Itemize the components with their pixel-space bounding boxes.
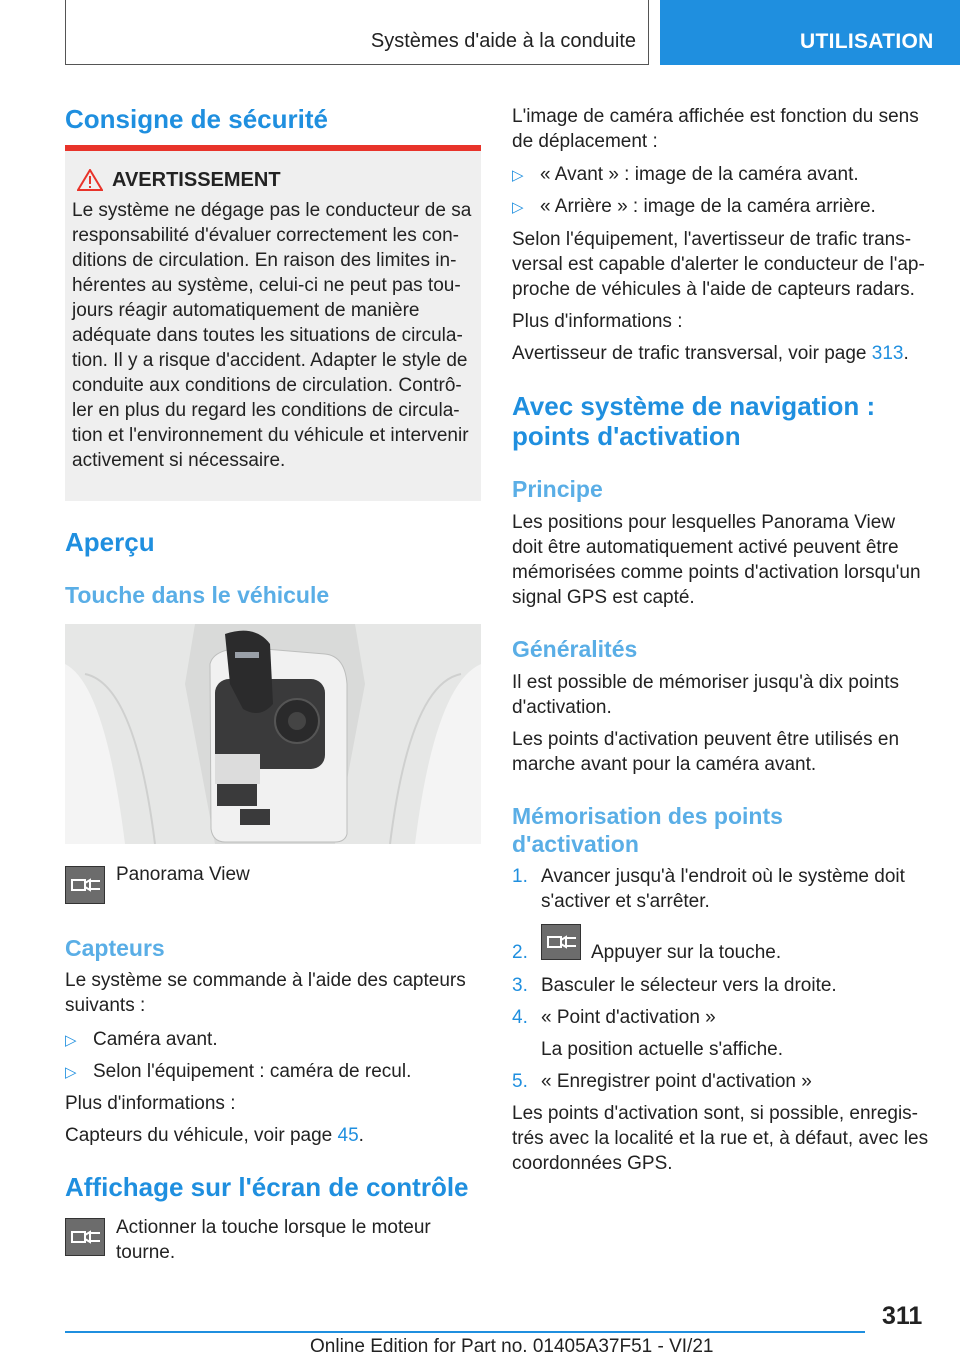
step-4-result: La position actuelle s'affiche. [541,1039,783,1060]
navigation-title: Avec système de navigation : points d'activation [512,391,876,451]
header-section-title: Systèmes d'aide à la conduite [370,30,636,52]
step-item: 4. « Point d'activation » [512,1007,716,1028]
step-item: 2. [512,942,528,963]
step-item: 1. Avancer jusqu'à l'endroit où le système doit s'activer et s'arrêter. [512,866,905,912]
panorama-view-button-icon [541,924,581,960]
header-section-box [65,0,649,65]
footer-divider [65,1331,865,1333]
step-2-text: Appuyer sur la touche. [591,942,782,963]
camera-intro: L'image de caméra affichée est fonction du sens de déplacement : [512,106,919,152]
display-title: Affichage sur l'écran de contrôle [65,1172,469,1202]
more-info-label: Plus d'informations : [65,1093,236,1114]
header-chapter-label: UTILISATION [800,30,934,53]
step-item: 5. « Enregistrer point d'activation » [512,1071,812,1092]
bullet-triangle-icon: ▷ [65,1064,77,1081]
overview-title: Aperçu [65,527,155,557]
footer-edition: Online Edition for Part no. 01405A37F51 - VI/21 [310,1336,714,1357]
header-chapter-tab[interactable] [660,0,960,65]
principle-text: Les positions pour lesquelles Panorama View doit être automatiquement activé peuvent être mémorisées comme points d'activation lorsqu'un signal GPS est capté. [512,512,921,608]
warning-triangle-icon [77,169,103,191]
sensors-reference: Capteurs du véhicule, voir page 45. [65,1125,364,1146]
warning-text: Le système ne dégage pas le conducteur de sa responsabilité d'évaluer correctement les con- ditions de circulation. En raison des limites in- hérentes au système, celui-ci ne peut pas tou- jours réagir automatiquement de manière adéquate dans toutes les situations de circula- tion. Il y a risque d'accident. Adapter le style de conduite aux conditions de circulation. Contrô- ler en plus du regard les conditions de circula- tion et l'environnement du véhicule et intervenir activement si nécessaire. [72,200,472,471]
page-number: 311 [882,1302,923,1330]
traffic-text: Selon l'équipement, l'avertisseur de trafic trans- versal est capable d'alerter le conducteur de l'ap- proche de véhicules à l'aide de capteurs radars. [512,229,925,300]
final-text: Les points d'activation sont, si possible, enregis- trés avec la localité et la rue et, à défaut, avec les coordonnées GPS. [512,1103,929,1174]
warning-box [65,151,481,501]
list-item: ▷ Caméra avant. [65,1027,218,1053]
bullet-triangle-icon: ▷ [512,199,524,216]
center-console-illustration [65,624,481,844]
general-title: Généralités [512,636,638,662]
safety-title: Consigne de sécurité [65,104,328,134]
list-item: ▷ « Arrière » : image de la caméra arrière. [512,194,876,220]
list-item: ▷ Selon l'équipement : caméra de recul. [65,1059,411,1085]
display-text: Actionner la touche lorsque le moteur tourne. [116,1217,431,1263]
general-text-1: Il est possible de mémoriser jusqu'à dix points d'activation. [512,672,899,718]
sensors-title: Capteurs [65,935,165,961]
bullet-triangle-icon: ▷ [512,167,524,184]
panorama-view-button-icon [65,1218,105,1256]
traffic-page-link[interactable]: 313 [871,343,904,364]
more-info-label: Plus d'informations : [512,311,683,332]
warning-title: AVERTISSEMENT [112,169,281,191]
memorisation-title: Mémorisation des points d'activation [512,803,783,857]
panorama-view-button-icon [65,866,105,904]
center-console-photo [65,624,481,844]
list-item: ▷ « Avant » : image de la caméra avant. [512,162,859,188]
panorama-view-label: Panorama View [116,864,250,885]
step-item: 3. Basculer le sélecteur vers la droite. [512,975,837,996]
general-text-2: Les points d'activation peuvent être utilisés en marche avant pour la caméra avant. [512,729,900,775]
sensors-page-link[interactable]: 45 [337,1125,359,1146]
traffic-reference: Avertisseur de trafic transversal, voir page 313. [512,343,909,364]
sensors-intro: Le système se commande à l'aide des capteurs suivants : [65,970,466,1016]
bullet-triangle-icon: ▷ [65,1032,77,1049]
button-in-vehicle-title: Touche dans le véhicule [65,582,330,608]
principle-title: Principe [512,476,603,502]
